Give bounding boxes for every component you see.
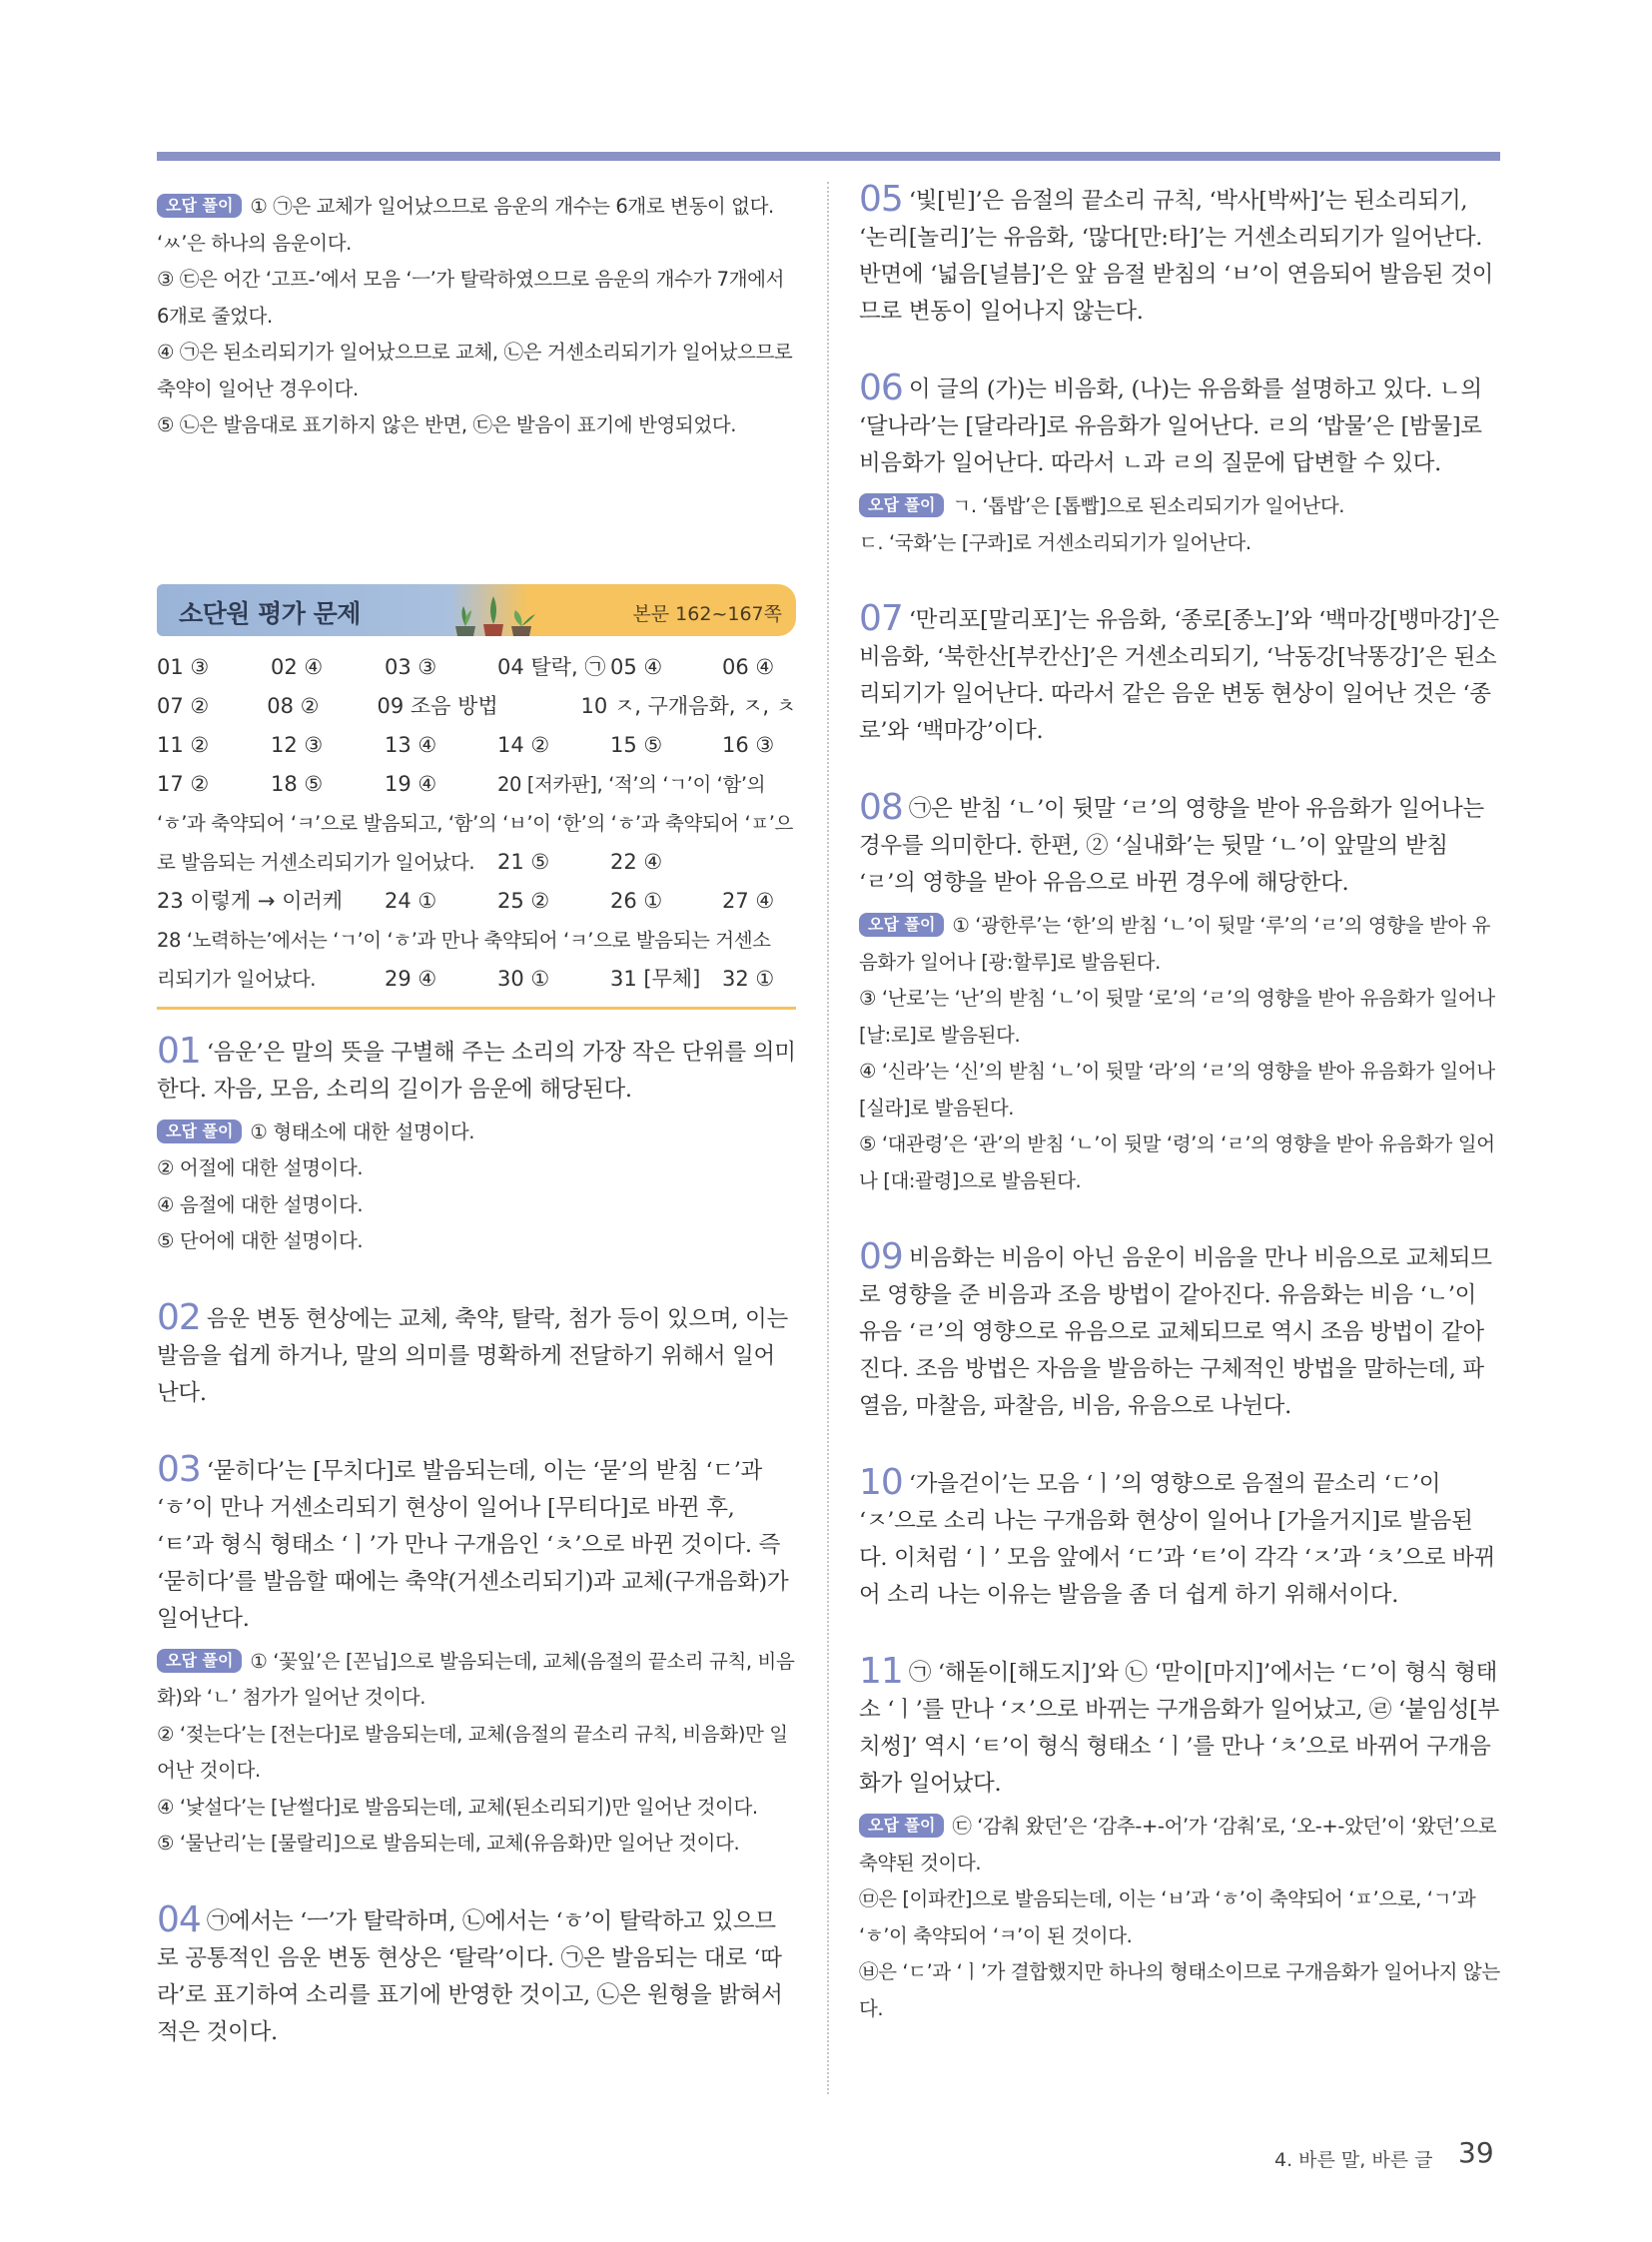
answer-item: 29 ④	[385, 966, 437, 991]
question-number: 05	[859, 179, 903, 220]
answer-item: 24 ①	[385, 888, 437, 913]
question-number: 08	[859, 787, 903, 828]
note-line: ④ 음절에 대한 설명이다.	[157, 1192, 364, 1216]
explanation-08	[859, 787, 1500, 1199]
answer-row	[157, 765, 796, 804]
note-line: ④ ㉠은 된소리되기가 일어났으므로 교체, ㉡은 거센소리되기가 일어났으므로 축약이 일어난 경우이다.	[157, 341, 793, 400]
question-number: 04	[157, 1898, 201, 1940]
explanation-text: 03 ‘묻히다’는 [무치다]로 발음되는데, 이는 ‘묻’의 받침 ‘ㄷ’과 ‘ㅎ’이 만나 거센소리되기 현상이 일어나 [무티다]로 바뀐 후, ‘ㅌ’과 형식 형태소 ‘ㅣ’가 만나 구개음인 ‘ㅊ’으로 바뀐 것이다. 즉 ‘묻히다’를 발음할 때에는 축약(거센소리되기)과 교체(구개음화)가 일어난다.	[157, 1448, 789, 1632]
plant-pots-icon	[449, 592, 543, 636]
explanation-04	[157, 1898, 796, 2051]
answer-item: 04 탈락, ㉠	[497, 654, 606, 679]
note-line: ④ ‘낯설다’는 [낟썰다]로 발음되는데, 교체(된소리되기)만 일어난 것이다.	[157, 1795, 758, 1819]
explanation-09	[859, 1236, 1500, 1425]
answer-item: 09 조음 방법	[377, 693, 498, 718]
answer-item: 03 ③	[385, 654, 437, 679]
explanation-text: 11 ㉠ ‘해돋이[해도지]’와 ㉡ ‘맏이[마지]’에서는 ‘ㄷ’이 형식 형태소 ‘ㅣ’를 만나 ‘ㅈ’으로 바뀌는 구개음화가 일어났고, ㉣ ‘붙임성[부치썽]’ 역시 ‘ㅌ’이 형식 형태소 ‘ㅣ’를 만나 ‘ㅊ’으로 바뀌어 구개음화가 일어났다.	[859, 1651, 1500, 1797]
answer-item: 07 ②	[157, 693, 210, 718]
note-line: ⑤ ‘물난리’는 [물랄리]으로 발음되는데, 교체(유음화)만 일어난 것이다.	[157, 1832, 740, 1855]
question-number: 09	[859, 1236, 903, 1277]
note-line: ㄷ. ‘국화’는 [구콰]로 거센소리되기가 일어난다.	[859, 530, 1251, 554]
question-number: 02	[157, 1296, 201, 1338]
explanation-text: 08 ㉠은 받침 ‘ㄴ’이 뒷말 ‘ㄹ’의 영향을 받아 유음화가 일어나는 경우를 의미한다. 한편, ② ‘실내화’는 뒷말 ‘ㄴ’이 앞말의 받침 ‘ㄹ’의 영향을 받아 유음으로 바뀐 경우에 해당한다.	[859, 787, 1484, 896]
note-line: 오답 풀이 ① 형태소에 대한 설명이다.	[157, 1115, 796, 1151]
answer-row	[157, 960, 796, 999]
section-header	[157, 584, 796, 636]
wrong-answer-badge: 오답 풀이	[859, 913, 944, 937]
right-column	[859, 179, 1500, 2067]
answer-item: 15 ⑤	[610, 732, 663, 757]
wrong-answer-badge: 오답 풀이	[859, 1814, 944, 1838]
note-line: ③ ‘난로’는 ‘난’의 받침 ‘ㄴ’이 뒷말 ‘로’의 ‘ㄹ’의 영향을 받아 유음화가 일어나 [날:로]로 발음된다.	[859, 987, 1495, 1047]
answer-continuation: ‘ㅎ’과 축약되어 ‘ㅋ’으로 발음되고, ‘함’의 ‘ㅂ’이 ‘한’의 ‘ㅎ’과 축약되어 ‘ㅍ’으	[157, 811, 793, 835]
page-number: 39	[1458, 2136, 1494, 2169]
answer-item: 14 ②	[497, 732, 550, 757]
explanation-text: 06 이 글의 (가)는 비음화, (나)는 유음화를 설명하고 있다. ㄴ의 ‘달나라’는 [달라라]로 유음화가 일어난다. ㄹ의 ‘밥물’은 [밤물]로 비음화가 일어난다. 따라서 ㄴ과 ㄹ의 질문에 답변할 수 있다.	[859, 368, 1482, 476]
wrong-answer-badge: 오답 풀이	[859, 493, 944, 517]
question-number: 10	[859, 1462, 903, 1503]
note-line: ⑤ ㉡은 발음대로 표기하지 않은 반면, ㉢은 발음이 표기에 반영되었다.	[157, 413, 736, 436]
answer-item: 22 ④	[610, 849, 663, 874]
question-number: 11	[859, 1651, 903, 1692]
wrong-answer-badge: 오답 풀이	[157, 1120, 242, 1143]
answer-continuation: 28 ‘노력하는’에서는 ‘ㄱ’이 ‘ㅎ’과 만나 축약되어 ‘ㅋ’으로 발음되는 거센소	[157, 928, 771, 952]
explanation-11	[859, 1651, 1500, 2027]
wrong-answer-badge: 오답 풀이	[157, 194, 242, 218]
note-line: 오답 풀이 ① ‘꽃잎’은 [꼰닙]으로 발음되는데, 교체(음절의 끝소리 규칙, 비음화)와 ‘ㄴ’ 첨가가 일어난 것이다.	[157, 1649, 795, 1709]
explanation-text: 05 ‘빛[빋]’은 음절의 끝소리 규칙, ‘박사[박싸]’는 된소리되기, ‘논리[놀리]’는 유음화, ‘많다[만:타]’는 거센소리되기가 일어난다. 반면에 ‘넓음[널븜]’은 앞 음절 받침의 ‘ㅂ’이 연음되어 발음된 것이므로 변동이 일어나지 않는다.	[859, 179, 1494, 325]
explanation-06	[859, 368, 1500, 561]
answer-row	[157, 726, 796, 765]
note-line: ㉤은 [이파칸]으로 발음되는데, 이는 ‘ㅂ’과 ‘ㅎ’이 축약되어 ‘ㅍ’으로, ‘ㄱ’과 ‘ㅎ’이 축약되어 ‘ㅋ’이 된 것이다.	[859, 1887, 1476, 1947]
answer-item: 12 ③	[271, 732, 324, 757]
answer-item: 11 ②	[157, 732, 210, 757]
note-line: ⑤ 단어에 대한 설명이다.	[157, 1229, 364, 1252]
note-line: ② ‘젖는다’는 [전는다]로 발음되는데, 교체(음절의 끝소리 규칙, 비음화)만 일어난 것이다.	[157, 1722, 788, 1782]
answer-item: 27 ④	[722, 888, 775, 913]
answer-item: 01 ③	[157, 654, 210, 679]
note-line: 오답 풀이 ㄱ. ‘톱밥’은 [톱빱]으로 된소리되기가 일어난다.	[859, 488, 1500, 525]
section-title: 소단원 평가 문제	[179, 598, 361, 628]
note-line: 오답 풀이 ① ㉠은 교체가 일어났으므로 음운의 개수는 6개로 변동이 없다. ‘ㅆ’은 하나의 음운이다.	[157, 195, 774, 255]
answer-item: 16 ③	[722, 732, 775, 757]
wrong-answer-badge: 오답 풀이	[157, 1649, 242, 1673]
chapter-footer: 4. 바른 말, 바른 글	[1274, 2149, 1433, 2171]
answer-item: 21 ⑤	[497, 849, 550, 874]
question-number: 03	[157, 1448, 201, 1490]
explanation-05	[859, 179, 1500, 331]
note-block-top	[157, 189, 796, 444]
explanation-text: 09 비음화는 비음이 아닌 음운이 비음을 만나 비음으로 교체되므로 영향을 준 비음과 조음 방법이 같아진다. 유음화는 비음 ‘ㄴ’이 유음 ‘ㄹ’의 영향으로 유음으로 교체되므로 역시 조음 방법이 같아진다. 조음 방법은 자음을 발음하는 구체적인 방법을 말하는데, 파열음, 마찰음, 파찰음, 비음, 유음으로 나뉜다.	[859, 1236, 1492, 1419]
answer-row	[157, 843, 796, 882]
question-number: 07	[859, 598, 903, 639]
section-page-ref: 본문 162~167쪽	[632, 602, 782, 625]
explanation-text: 04 ㉠에서는 ‘ㅡ’가 탈락하며, ㉡에서는 ‘ㅎ’이 탈락하고 있으므로 공통적인 음운 변동 현상은 ‘탈락’이다. ㉠은 발음되는 대로 ‘따라’로 표기하여 소리를 표기에 반영한 것이고, ㉡은 원형을 밝혀서 적은 것이다.	[157, 1898, 783, 2045]
answer-key	[157, 648, 796, 999]
left-column	[157, 182, 796, 2091]
answer-item: 20 [저카판], ‘적’의 ‘ㄱ’이 ‘함’의	[497, 772, 766, 796]
note-line: ② 어절에 대한 설명이다.	[157, 1156, 364, 1179]
explanation-02	[157, 1296, 796, 1412]
explanation-text: 10 ‘가을걷이’는 모음 ‘ㅣ’의 영향으로 음절의 끝소리 ‘ㄷ’이 ‘ㅈ’으로 소리 나는 구개음화 현상이 일어나 [가을거지]로 발음된다. 이처럼 ‘ㅣ’ 모음 앞에서 ‘ㄷ’과 ‘ㅌ’이 각각 ‘ㅈ’과 ‘ㅊ’으로 바뀌어 소리 나는 이유는 발음을 좀 더 쉽게 하기 위해서이다.	[859, 1462, 1495, 1608]
note-line: 오답 풀이 ① ‘광한루’는 ‘한’의 받침 ‘ㄴ’이 뒷말 ‘루’의 ‘ㄹ’의 영향을 받아 유음화가 일어나 [광:할루]로 발음된다.	[859, 914, 1491, 974]
column-divider	[827, 182, 829, 2094]
answer-item: 26 ①	[610, 888, 663, 913]
explanation-10	[859, 1462, 1500, 1614]
answer-item: 06 ④	[722, 654, 775, 679]
answer-item: 30 ①	[497, 966, 550, 991]
note-line: ③ ㉢은 어간 ‘고프-’에서 모음 ‘ㅡ’가 탈락하였으므로 음운의 개수가 7개에서 6개로 줄었다.	[157, 268, 785, 328]
answer-row	[157, 882, 796, 921]
note-line: ⑤ ‘대관령’은 ‘관’의 받침 ‘ㄴ’이 뒷말 ‘령’의 ‘ㄹ’의 영향을 받아 유음화가 일어나 [대:괄령]으로 발음된다.	[859, 1132, 1495, 1192]
answer-item: 25 ②	[497, 888, 550, 913]
explanation-07	[859, 598, 1500, 750]
answer-item: 10 ㅈ, 구개음화, ㅈ, ㅊ	[580, 693, 796, 718]
answer-item: 31 [무체]	[610, 966, 701, 991]
answer-key-rule	[157, 1007, 796, 1010]
answer-item: 로 발음되는 거센소리되기가 일어났다.	[157, 850, 475, 874]
top-rule	[157, 152, 1500, 161]
answer-item: 13 ④	[385, 732, 437, 757]
question-number: 01	[157, 1030, 201, 1072]
answer-item: 23 이렇게 → 이러케	[157, 888, 344, 913]
explanation-text: 01 ‘음운’은 말의 뜻을 구별해 주는 소리의 가장 작은 단위를 의미한다. 자음, 모음, 소리의 길이가 음운에 해당된다.	[157, 1030, 796, 1103]
answer-item: 32 ①	[722, 966, 775, 991]
answer-item: 17 ②	[157, 771, 210, 796]
answer-item: 18 ⑤	[271, 771, 324, 796]
note-line: ④ ‘신라’는 ‘신’의 받침 ‘ㄴ’이 뒷말 ‘라’의 ‘ㄹ’의 영향을 받아 유음화가 일어나 [실라]로 발음된다.	[859, 1060, 1495, 1120]
explanation-03	[157, 1448, 796, 1863]
answer-row	[157, 648, 796, 687]
answer-item: 19 ④	[385, 771, 437, 796]
answer-item: 리되기가 일어났다.	[157, 967, 317, 991]
note-line: ㉥은 ‘ㄷ’과 ‘ㅣ’가 결합했지만 하나의 형태소이므로 구개음화가 일어나지 않는다.	[859, 1960, 1500, 2020]
explanation-text: 02 음운 변동 현상에는 교체, 축약, 탈락, 첨가 등이 있으며, 이는 발음을 쉽게 하거나, 말의 의미를 명확하게 전달하기 위해서 일어난다.	[157, 1296, 788, 1406]
answer-item: 05 ④	[610, 654, 663, 679]
answer-item: 08 ②	[267, 693, 320, 718]
question-number: 06	[859, 368, 903, 408]
answer-item: 02 ④	[271, 654, 324, 679]
note-line: 오답 풀이 ㉢ ‘감춰 왔던’은 ‘감추-+-어’가 ‘감춰’로, ‘오-+-았던’이 ‘왔던’으로 축약된 것이다.	[859, 1815, 1497, 1874]
explanation-text: 07 ‘만리포[말리포]’는 유음화, ‘종로[종노]’와 ‘백마강[뱅마강]’은 비음화, ‘북한산[부칸산]’은 거센소리되기, ‘낙동강[낙똥강]’은 된소리되기가 일어난다. 따라서 같은 음운 변동 현상이 일어난 것은 ‘종로’와 ‘백마강’이다.	[859, 598, 1499, 744]
answer-row	[157, 687, 796, 726]
explanation-01	[157, 1030, 796, 1260]
